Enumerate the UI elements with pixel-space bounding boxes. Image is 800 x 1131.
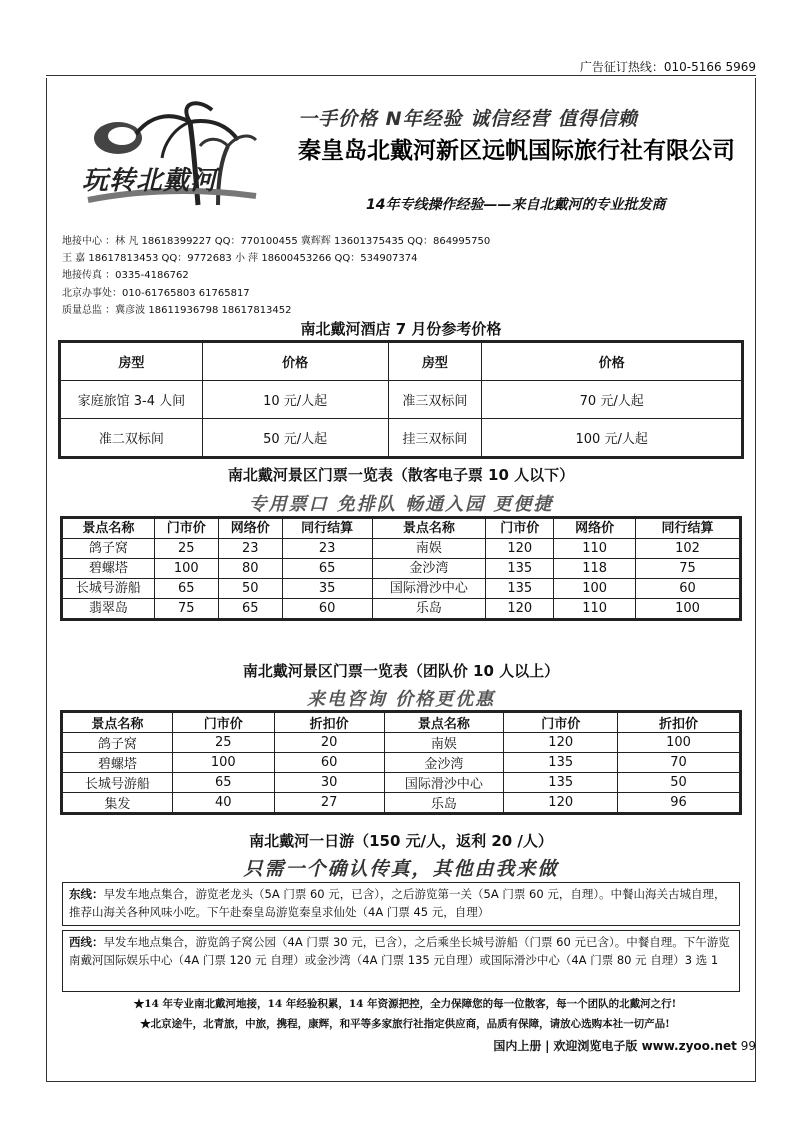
table-header: 同行结算 bbox=[636, 519, 740, 539]
scenic-individual-table bbox=[62, 518, 740, 619]
scenic-individual-banner: 专用票口 免排队 畅通入园 更便捷 bbox=[248, 494, 554, 515]
table-cell: 长城号游船 bbox=[63, 579, 155, 599]
table-row bbox=[63, 539, 740, 559]
table-header: 房型 bbox=[61, 343, 203, 381]
scenic-group-title: 南北戴河景区门票一览表（团队价 10 人以上） bbox=[242, 662, 560, 680]
table-cell: 100 bbox=[154, 559, 218, 579]
table-row bbox=[63, 753, 740, 773]
table-header: 门市价 bbox=[154, 519, 218, 539]
table-cell: 100 bbox=[554, 579, 636, 599]
table-header-row bbox=[63, 519, 740, 539]
table-cell: 60 bbox=[282, 599, 372, 619]
contact-list bbox=[62, 233, 490, 319]
east-route-label: 东线： bbox=[69, 887, 104, 901]
top-rule bbox=[46, 75, 756, 76]
note-line: ★14 年专业南北戴河地接，14 年经验积累，14 年资源把控，全力保障您的每一位散客，每一个团队的北戴河之行! bbox=[133, 998, 677, 1010]
table-cell: 102 bbox=[636, 539, 740, 559]
table-header: 景点名称 bbox=[63, 713, 173, 733]
table-cell: 40 bbox=[172, 793, 274, 813]
table-header: 房型 bbox=[388, 343, 482, 381]
page-footer bbox=[493, 1037, 756, 1054]
footer-text: 欢迎浏览电子版 www.zyoo.net bbox=[553, 1039, 737, 1053]
table-header: 折扣价 bbox=[618, 713, 740, 733]
table-header: 网络价 bbox=[554, 519, 636, 539]
table-cell: 110 bbox=[554, 599, 636, 619]
table-row bbox=[63, 793, 740, 813]
table-cell: 乐岛 bbox=[384, 793, 504, 813]
table-cell: 100 bbox=[618, 733, 740, 753]
page-number: 99 bbox=[740, 1039, 756, 1053]
table-row bbox=[61, 419, 742, 457]
scenic-group-table bbox=[62, 712, 740, 813]
table-cell: 120 bbox=[504, 733, 618, 753]
table-cell: 23 bbox=[218, 539, 282, 559]
scenic-individual-title: 南北戴河景区门票一览表（散客电子票 10 人以下） bbox=[227, 466, 575, 484]
table-cell: 集发 bbox=[63, 793, 173, 813]
table-cell: 碧螺塔 bbox=[63, 753, 173, 773]
table-cell: 挂三双标间 bbox=[388, 419, 482, 457]
table-cell: 乐岛 bbox=[372, 599, 486, 619]
table-cell: 96 bbox=[618, 793, 740, 813]
table-cell: 120 bbox=[504, 793, 618, 813]
table-cell: 准二双标间 bbox=[61, 419, 203, 457]
table-header: 价格 bbox=[482, 343, 742, 381]
table-cell: 75 bbox=[636, 559, 740, 579]
table-cell: 100 bbox=[636, 599, 740, 619]
table-cell: 30 bbox=[274, 773, 384, 793]
table-cell: 65 bbox=[172, 773, 274, 793]
table-cell: 国际滑沙中心 bbox=[384, 773, 504, 793]
footer-section: 国内上册 bbox=[493, 1039, 542, 1053]
table-cell: 25 bbox=[172, 733, 274, 753]
table-cell: 50 bbox=[218, 579, 282, 599]
table-row bbox=[63, 733, 740, 753]
table-row bbox=[63, 599, 740, 619]
table-header: 景点名称 bbox=[372, 519, 486, 539]
contact-row: 质量总监 ：冀彦波 18611936798 18617813452 bbox=[62, 304, 292, 316]
day-tour-banner: 只需一个确认传真，其他由我来做 bbox=[243, 858, 559, 880]
contact-row: 地接传真 ：0335-4186762 bbox=[62, 270, 189, 282]
table-header: 门市价 bbox=[486, 519, 554, 539]
note-line: ★北京途牛，北青旅，中旅，携程，康辉，和平等多家旅行社指定供应商，品质有保障，请放心选购本社一切产品! bbox=[140, 1018, 670, 1030]
table-header-row bbox=[63, 713, 740, 733]
table-header: 门市价 bbox=[504, 713, 618, 733]
table-cell: 100 元/人起 bbox=[482, 419, 742, 457]
table-header: 景点名称 bbox=[384, 713, 504, 733]
table-cell: 110 bbox=[554, 539, 636, 559]
footer-divider: | bbox=[545, 1039, 550, 1053]
table-cell: 25 bbox=[154, 539, 218, 559]
hotel-price-table bbox=[60, 342, 742, 457]
table-header-row bbox=[61, 343, 742, 381]
table-cell: 鸽子窝 bbox=[63, 539, 155, 559]
table-header: 门市价 bbox=[172, 713, 274, 733]
table-cell: 鸽子窝 bbox=[63, 733, 173, 753]
table-cell: 135 bbox=[504, 753, 618, 773]
table-cell: 120 bbox=[486, 539, 554, 559]
ad-hotline: 广告征订热线：010-5166 5969 bbox=[579, 60, 756, 74]
table-cell: 准三双标间 bbox=[388, 381, 482, 419]
table-row bbox=[61, 381, 742, 419]
table-cell: 国际滑沙中心 bbox=[372, 579, 486, 599]
table-cell: 南娱 bbox=[372, 539, 486, 559]
west-route bbox=[62, 930, 740, 992]
contact-row: 北京办事处：010-61765803 61765817 bbox=[62, 287, 250, 299]
contact-row: 王 嘉 18617813453 QQ：9772683 小 萍 18600453266 QQ：534907374 bbox=[62, 253, 418, 265]
table-cell: 118 bbox=[554, 559, 636, 579]
table-cell: 20 bbox=[274, 733, 384, 753]
table-cell: 135 bbox=[486, 579, 554, 599]
east-route-text: 早发车地点集合，游览老龙头（5A 门票 60 元，已含），之后游览第一关（5A 门票 60 元，自理）。中餐山海关古城自理，推荐山海关各种风味小吃。下午赴秦皇岛游览秦皇求仙处（4A 门票 45 元，自理） bbox=[69, 887, 726, 919]
table-cell: 南娱 bbox=[384, 733, 504, 753]
table-header: 网络价 bbox=[218, 519, 282, 539]
table-cell: 80 bbox=[218, 559, 282, 579]
company-name: 秦皇岛北戴河新区远帆国际旅行社有限公司 bbox=[298, 138, 735, 164]
east-route bbox=[62, 882, 740, 926]
table-cell: 65 bbox=[218, 599, 282, 619]
table-cell: 65 bbox=[154, 579, 218, 599]
hotel-price-title: 南北戴河酒店 7 月份参考价格 bbox=[300, 320, 502, 338]
west-route-label: 西线： bbox=[69, 935, 104, 949]
table-row bbox=[63, 773, 740, 793]
day-tour-title: 南北戴河一日游（150 元/人，返利 20 /人） bbox=[249, 832, 553, 850]
table-cell: 100 bbox=[172, 753, 274, 773]
scenic-group-banner: 来电咨询 价格更优惠 bbox=[306, 689, 496, 710]
table-cell: 60 bbox=[274, 753, 384, 773]
slogan: 一手价格 N年经验 诚信经营 值得信赖 bbox=[298, 108, 638, 130]
table-cell: 23 bbox=[282, 539, 372, 559]
tagline: 14年专线操作经验——来自北戴河的专业批发商 bbox=[366, 197, 666, 213]
table-header: 折扣价 bbox=[274, 713, 384, 733]
logo-title: 玩转北戴河 bbox=[82, 166, 218, 196]
table-cell: 金沙湾 bbox=[384, 753, 504, 773]
table-cell: 65 bbox=[282, 559, 372, 579]
table-row bbox=[63, 559, 740, 579]
table-cell: 金沙湾 bbox=[372, 559, 486, 579]
table-cell: 50 bbox=[618, 773, 740, 793]
table-row bbox=[63, 579, 740, 599]
table-header: 价格 bbox=[202, 343, 388, 381]
table-cell: 135 bbox=[486, 559, 554, 579]
notes bbox=[60, 994, 750, 1034]
table-cell: 50 元/人起 bbox=[202, 419, 388, 457]
table-cell: 10 元/人起 bbox=[202, 381, 388, 419]
table-cell: 翡翠岛 bbox=[63, 599, 155, 619]
table-header: 景点名称 bbox=[63, 519, 155, 539]
table-cell: 60 bbox=[636, 579, 740, 599]
west-route-text: 早发车地点集合，游览鸽子窝公园（4A 门票 30 元，已含），之后乘坐长城号游船（门票 60 元已含）。中餐自理。下午游览南戴河国际娱乐中心（4A 门票 120 元 自理）或金沙湾（4A 门票 135 元自理）或国际滑沙中心（4A 门票 80 元 自理）3 选 1 bbox=[69, 935, 730, 967]
table-cell: 27 bbox=[274, 793, 384, 813]
table-cell: 135 bbox=[504, 773, 618, 793]
table-cell: 120 bbox=[486, 599, 554, 619]
table-cell: 70 bbox=[618, 753, 740, 773]
table-cell: 35 bbox=[282, 579, 372, 599]
table-cell: 家庭旅馆 3-4 人间 bbox=[61, 381, 203, 419]
table-cell: 75 bbox=[154, 599, 218, 619]
table-cell: 70 元/人起 bbox=[482, 381, 742, 419]
table-cell: 碧螺塔 bbox=[63, 559, 155, 579]
table-header: 同行结算 bbox=[282, 519, 372, 539]
table-cell: 长城号游船 bbox=[63, 773, 173, 793]
contact-row: 地接中心 ：林 凡 18618399227 QQ：770100455 冀辉辉 13601375435 QQ：864995750 bbox=[62, 236, 491, 247]
